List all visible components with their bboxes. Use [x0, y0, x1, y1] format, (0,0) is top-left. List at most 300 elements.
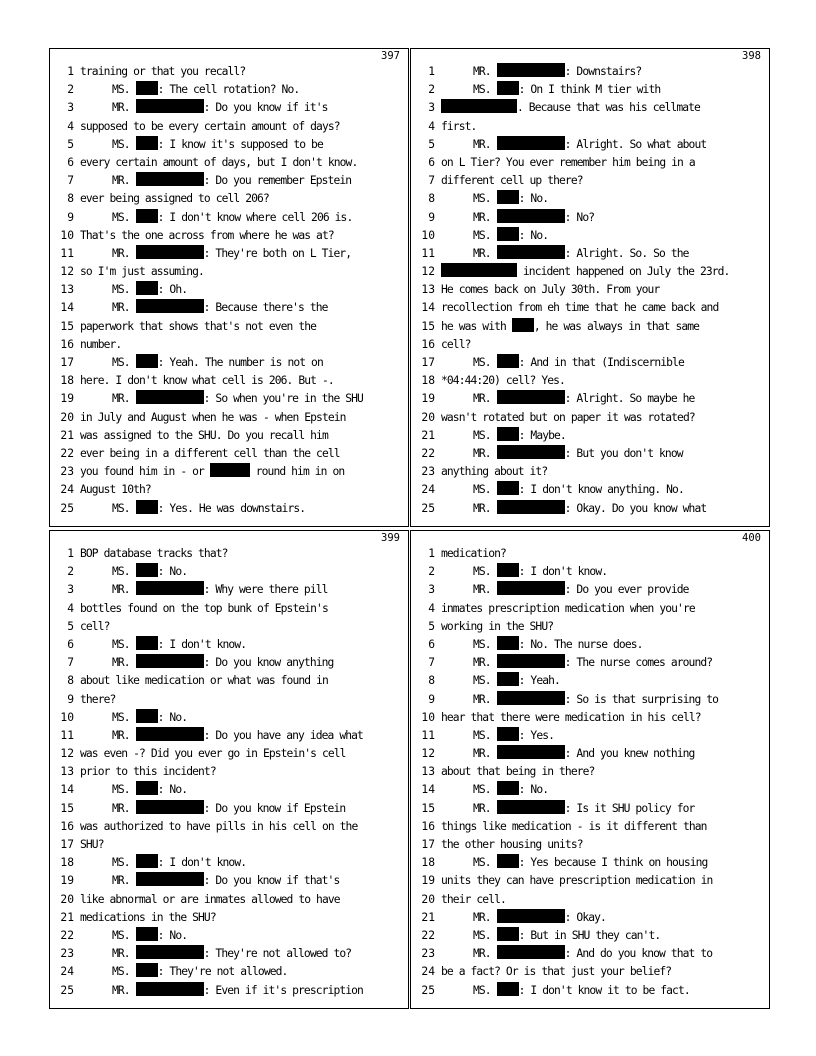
line-text-start: MR. — [112, 801, 136, 815]
line-number: 8 — [67, 192, 74, 206]
line-text-end: : So when you're in the SHU — [203, 392, 363, 406]
line-text — [80, 982, 406, 1000]
line-number: 13 — [421, 283, 435, 297]
line-text — [441, 581, 767, 599]
line-text — [80, 390, 406, 408]
transcript-line — [50, 63, 408, 81]
line-text-start: MS. — [112, 356, 136, 369]
redaction-block — [441, 99, 517, 113]
line-number: 23 — [421, 947, 435, 961]
line-text-start: MS. — [112, 965, 136, 979]
transcript-line — [50, 745, 408, 763]
redaction-block — [497, 354, 519, 368]
line-text-start: different cell up there? — [441, 174, 583, 188]
line-number: 25 — [421, 501, 435, 515]
transcript-line — [411, 545, 769, 563]
line-number: 25 — [60, 501, 74, 515]
line-text-end: : No. — [518, 783, 549, 797]
line-text — [80, 891, 406, 909]
line-text — [80, 563, 406, 581]
line-number: 20 — [60, 410, 74, 424]
transcript-line — [411, 463, 769, 481]
line-text — [441, 818, 767, 836]
transcript-line — [50, 600, 408, 618]
line-text-start: MR. — [112, 728, 136, 742]
line-text — [441, 763, 767, 781]
line-text — [80, 190, 406, 208]
line-number: 12 — [60, 747, 74, 761]
transcript-line — [411, 354, 769, 372]
line-text — [80, 81, 406, 99]
line-text-end: : The nurse comes around? — [564, 656, 713, 670]
line-number: 13 — [421, 765, 435, 779]
line-text-start: on L Tier? You ever remember him being in a — [441, 155, 695, 169]
line-number: 21 — [60, 428, 74, 442]
line-text-start: so I'm just assuming. — [80, 265, 204, 279]
line-text-end: : They're not allowed to? — [203, 947, 352, 961]
line-text-end: : Do you ever provide — [564, 583, 689, 597]
line-text — [441, 336, 767, 354]
line-text-end: round him in on — [249, 465, 345, 479]
line-number: 3 — [67, 583, 74, 597]
line-text-start: was assigned to the SHU. Do you recall him — [80, 428, 328, 442]
line-number: 11 — [60, 728, 74, 742]
line-text-start: first. — [441, 119, 477, 133]
line-number: 7 — [67, 656, 74, 670]
transcript-line — [411, 891, 769, 909]
line-text-start: MS. — [473, 83, 497, 97]
redaction-block — [497, 727, 519, 741]
transcript-line — [50, 500, 408, 518]
line-text-start: ever being in a different cell than the cell — [80, 446, 340, 460]
transcript-line — [411, 136, 769, 154]
line-text-end: : Do you know if it's — [203, 101, 328, 115]
line-text-end: : Yeah. The number is not on — [157, 356, 323, 369]
line-number: 3 — [67, 101, 74, 115]
line-text-start: MR. — [473, 656, 497, 670]
page-number: 398 — [742, 50, 761, 62]
transcript-line — [50, 154, 408, 172]
line-text-end: : No. — [157, 565, 188, 579]
line-text-end: : Oh. — [157, 283, 188, 297]
line-text-start: in July and August when he was - when Epstein — [80, 410, 346, 424]
transcript-line — [411, 336, 769, 354]
line-text — [80, 318, 406, 336]
transcript-line — [411, 909, 769, 927]
transcript-line — [411, 390, 769, 408]
line-number: 24 — [60, 483, 74, 497]
redaction-block — [497, 745, 565, 759]
transcript-line — [411, 763, 769, 781]
line-text-end: : So is that surprising to — [564, 692, 719, 706]
line-number: 22 — [421, 928, 435, 942]
line-text — [80, 600, 406, 618]
line-number: 17 — [60, 356, 74, 369]
transcript-line — [411, 372, 769, 390]
line-text-start: MS. — [473, 983, 497, 997]
transcript-line — [411, 99, 769, 117]
line-text-start: MS. — [112, 856, 136, 870]
redaction-block — [497, 190, 519, 204]
line-text-start: MR. — [112, 101, 136, 115]
transcript-line — [411, 581, 769, 599]
line-text — [80, 172, 406, 190]
line-number: 17 — [421, 838, 435, 851]
line-number: 14 — [421, 783, 435, 797]
line-text-end: : But in SHU they can't. — [518, 928, 661, 942]
transcript-line — [411, 299, 769, 317]
line-text — [80, 800, 406, 818]
transcript-line — [50, 763, 408, 781]
line-number: 8 — [428, 674, 435, 688]
line-text-start: MS. — [473, 483, 497, 497]
line-text-start: every certain amount of days, but I don't know. — [80, 155, 358, 169]
redaction-block — [497, 672, 519, 686]
transcript-line — [411, 154, 769, 172]
line-text-start: MR. — [473, 392, 497, 406]
transcript-line — [411, 854, 769, 872]
line-text-start: MR. — [473, 692, 497, 706]
line-number: 5 — [428, 619, 435, 633]
line-number: 18 — [60, 856, 74, 870]
line-number: 21 — [421, 428, 435, 442]
transcript-lines — [50, 545, 408, 1000]
transcript-line — [411, 600, 769, 618]
line-text-end: : And do you know that to — [564, 947, 713, 961]
transcript-line — [411, 818, 769, 836]
line-text-start: MS. — [473, 783, 497, 797]
line-text-end: incident happened on July the 23rd. — [517, 265, 730, 279]
line-text-end: : No. — [157, 928, 188, 942]
line-text-start: MR. — [112, 983, 136, 997]
transcript-line — [411, 209, 769, 227]
line-text — [441, 891, 767, 909]
line-text — [80, 445, 406, 463]
line-number: 22 — [60, 446, 74, 460]
line-text — [80, 281, 406, 299]
line-text — [441, 136, 767, 154]
line-text-start: working in the SHU? — [441, 619, 554, 633]
line-text — [441, 118, 767, 136]
line-text-start: cell? — [441, 337, 471, 351]
transcript-line — [50, 618, 408, 636]
line-text — [80, 263, 406, 281]
redaction-block — [136, 299, 204, 313]
line-number: 18 — [60, 374, 74, 388]
line-text-start: recollection from eh time that he came back and — [441, 301, 719, 315]
line-number: 16 — [421, 819, 435, 833]
line-text — [80, 245, 406, 263]
line-number: 22 — [60, 928, 74, 942]
line-text — [80, 299, 406, 317]
line-text-start: you found him in - or — [80, 465, 210, 479]
line-text — [80, 409, 406, 427]
line-number: 5 — [67, 137, 74, 151]
redaction-block — [497, 81, 519, 95]
transcript-line — [50, 227, 408, 245]
line-text — [441, 209, 767, 227]
line-number: 20 — [421, 410, 435, 424]
redaction-block — [497, 636, 519, 650]
redaction-block — [497, 63, 565, 77]
line-text-end: : I don't know. — [157, 637, 247, 651]
redaction-block — [497, 781, 519, 795]
line-number: 14 — [60, 301, 74, 315]
line-number: 14 — [421, 301, 435, 315]
line-text-end: : Okay. — [564, 910, 606, 924]
line-text-start: about like medication or what was found in — [80, 674, 328, 688]
line-text-start: number. — [80, 337, 122, 351]
line-text-end: : And you knew nothing — [564, 747, 695, 761]
transcript-line — [50, 982, 408, 1000]
line-text-start: BOP database tracks that? — [80, 547, 228, 560]
line-text-end: : No. The nurse does. — [518, 637, 643, 651]
redaction-block — [136, 927, 158, 941]
line-text — [80, 118, 406, 136]
line-text-end: : Do you have any idea what — [203, 728, 363, 742]
transcript-lines — [411, 63, 769, 518]
line-text — [80, 545, 406, 563]
line-text-start: MR. — [112, 656, 136, 670]
line-text-end: : Yeah. — [518, 674, 560, 688]
redaction-block — [497, 500, 565, 514]
line-text-end: : Even if it's prescription — [203, 983, 363, 997]
line-text-start: MS. — [112, 501, 136, 515]
line-number: 17 — [60, 838, 74, 851]
line-text-end: : I don't know. — [518, 565, 608, 579]
line-text-end: : I don't know it to be fact. — [518, 983, 690, 997]
line-number: 1 — [428, 65, 435, 78]
transcript-line — [50, 563, 408, 581]
line-text — [441, 927, 767, 945]
line-number: 24 — [60, 965, 74, 979]
line-text — [441, 227, 767, 245]
line-text — [441, 281, 767, 299]
line-number: 6 — [428, 637, 435, 651]
line-text-start: MR. — [112, 246, 136, 260]
transcript-line — [411, 982, 769, 1000]
line-text-start: MS. — [112, 783, 136, 797]
redaction-block — [136, 709, 158, 723]
line-text — [441, 563, 767, 581]
redaction-block — [136, 281, 158, 295]
line-text-start: MS. — [112, 83, 136, 97]
line-number: 20 — [421, 892, 435, 906]
transcript-line — [411, 190, 769, 208]
line-text-start: SHU? — [80, 838, 104, 851]
line-text — [441, 154, 767, 172]
transcript-line — [411, 427, 769, 445]
line-text — [80, 836, 406, 854]
redaction-block — [136, 636, 158, 650]
line-text — [441, 691, 767, 709]
line-text-start: MS. — [473, 928, 497, 942]
transcript-line — [50, 727, 408, 745]
line-text — [441, 481, 767, 499]
transcript-line — [50, 672, 408, 690]
line-text-start: supposed to be every certain amount of days? — [80, 119, 340, 133]
line-text-end: : Alright. So maybe he — [564, 392, 695, 406]
redaction-block — [136, 390, 204, 404]
line-text-start: MS. — [473, 637, 497, 651]
redaction-block — [136, 81, 158, 95]
transcript-line — [411, 318, 769, 336]
line-text-end: : I know it's supposed to be — [157, 137, 323, 151]
redaction-block — [136, 172, 204, 186]
transcript-line — [50, 372, 408, 390]
transcript-line — [50, 963, 408, 981]
transcript-line — [50, 409, 408, 427]
line-text-start: MR. — [112, 301, 136, 315]
transcript-line — [50, 99, 408, 117]
line-text-start: was authorized to have pills in his cell on the — [80, 819, 358, 833]
line-text — [441, 81, 767, 99]
line-text-start: MR. — [112, 947, 136, 961]
line-text-start: medication? — [441, 547, 506, 560]
line-text-start: anything about it? — [441, 465, 548, 479]
line-number: 15 — [421, 801, 435, 815]
redaction-block — [136, 963, 158, 977]
line-number: 25 — [421, 983, 435, 997]
line-text — [441, 190, 767, 208]
redaction-block — [497, 854, 519, 868]
redaction-block — [497, 982, 519, 996]
line-number: 10 — [60, 710, 74, 724]
line-text — [80, 636, 406, 654]
line-text — [441, 709, 767, 727]
transcript-line — [50, 299, 408, 317]
line-text — [80, 136, 406, 154]
transcript-line — [411, 672, 769, 690]
line-text-start: MR. — [473, 801, 497, 815]
line-text-end: : Yes. He was downstairs. — [157, 501, 306, 515]
line-number: 4 — [428, 119, 435, 133]
line-text — [441, 963, 767, 981]
transcript-line — [50, 281, 408, 299]
line-text-start: medications in the SHU? — [80, 910, 216, 924]
line-text — [441, 545, 767, 563]
line-number: 16 — [60, 337, 74, 351]
line-number: 9 — [67, 210, 74, 224]
line-text-end: : Yes because I think on housing — [518, 856, 708, 870]
line-text — [441, 463, 767, 481]
page-number: 397 — [381, 50, 400, 62]
line-text-end: : No. — [518, 228, 549, 242]
line-text — [80, 99, 406, 117]
line-number: 15 — [421, 319, 435, 333]
transcript-line — [411, 563, 769, 581]
line-text — [80, 854, 406, 872]
line-text-start: bottles found on the top bunk of Epstein's — [80, 601, 328, 615]
line-number: 6 — [67, 155, 74, 169]
line-text-end: : Do you know if that's — [203, 874, 340, 888]
line-text — [441, 836, 767, 854]
line-text — [80, 427, 406, 445]
line-text-start: MR. — [473, 137, 497, 151]
line-text-start: there? — [80, 692, 116, 706]
line-text — [80, 336, 406, 354]
line-text — [441, 672, 767, 690]
line-text — [80, 227, 406, 245]
line-text — [441, 945, 767, 963]
line-number: 1 — [428, 547, 435, 560]
redaction-block — [136, 945, 204, 959]
transcript-page — [410, 48, 770, 527]
line-number: 2 — [428, 83, 435, 97]
transcript-line — [50, 445, 408, 463]
transcript-line — [50, 354, 408, 372]
line-text — [441, 636, 767, 654]
line-text — [80, 154, 406, 172]
line-text-end: : No. — [157, 710, 188, 724]
transcript-line — [50, 945, 408, 963]
redaction-block — [136, 136, 158, 150]
redaction-block — [136, 245, 204, 259]
line-text-start: MR. — [112, 874, 136, 888]
transcript-line — [411, 872, 769, 890]
line-text-end: : They're both on L Tier, — [203, 246, 352, 260]
line-number: 12 — [60, 265, 74, 279]
redaction-block — [497, 927, 519, 941]
line-text-start: MS. — [112, 710, 136, 724]
transcript-line — [50, 854, 408, 872]
line-text — [441, 982, 767, 1000]
transcript-line — [50, 545, 408, 563]
line-text — [80, 781, 406, 799]
line-number: 15 — [60, 319, 74, 333]
line-text — [441, 654, 767, 672]
line-number: 5 — [428, 137, 435, 151]
line-number: 23 — [60, 947, 74, 961]
line-text-start: MS. — [473, 674, 497, 688]
transcript-line — [50, 336, 408, 354]
line-number: 11 — [421, 246, 435, 260]
line-text-end: : Alright. So what about — [564, 137, 707, 151]
line-text-end: : Because there's the — [203, 301, 328, 315]
line-number: 18 — [421, 374, 435, 388]
redaction-block — [136, 654, 204, 668]
line-number: 12 — [421, 747, 435, 761]
line-text-start: *04:44:20) cell? Yes. — [441, 374, 565, 388]
line-text-start: MR. — [473, 747, 497, 761]
transcript-grid — [49, 48, 771, 1009]
transcript-line — [411, 281, 769, 299]
line-number: 16 — [421, 337, 435, 351]
line-text-start: their cell. — [441, 892, 506, 906]
line-number: 10 — [421, 228, 435, 242]
line-text — [441, 618, 767, 636]
transcript-line — [50, 118, 408, 136]
transcript-line — [50, 800, 408, 818]
transcript-line — [411, 727, 769, 745]
line-text-start: MS. — [473, 192, 497, 206]
transcript-line — [50, 463, 408, 481]
line-text — [441, 727, 767, 745]
line-text-start: MR. — [112, 174, 136, 188]
line-text-start: like abnormal or are inmates allowed to have — [80, 892, 340, 906]
transcript-line — [411, 945, 769, 963]
line-text-start: things like medication - is it different than — [441, 819, 707, 833]
line-text — [80, 63, 406, 81]
transcript-line — [50, 654, 408, 672]
redaction-block — [136, 581, 204, 595]
line-number: 7 — [67, 174, 74, 188]
line-text-start: ever being assigned to cell 206? — [80, 192, 269, 206]
line-text — [80, 672, 406, 690]
transcript-line — [50, 390, 408, 408]
redaction-block — [136, 500, 158, 514]
transcript-line — [50, 891, 408, 909]
